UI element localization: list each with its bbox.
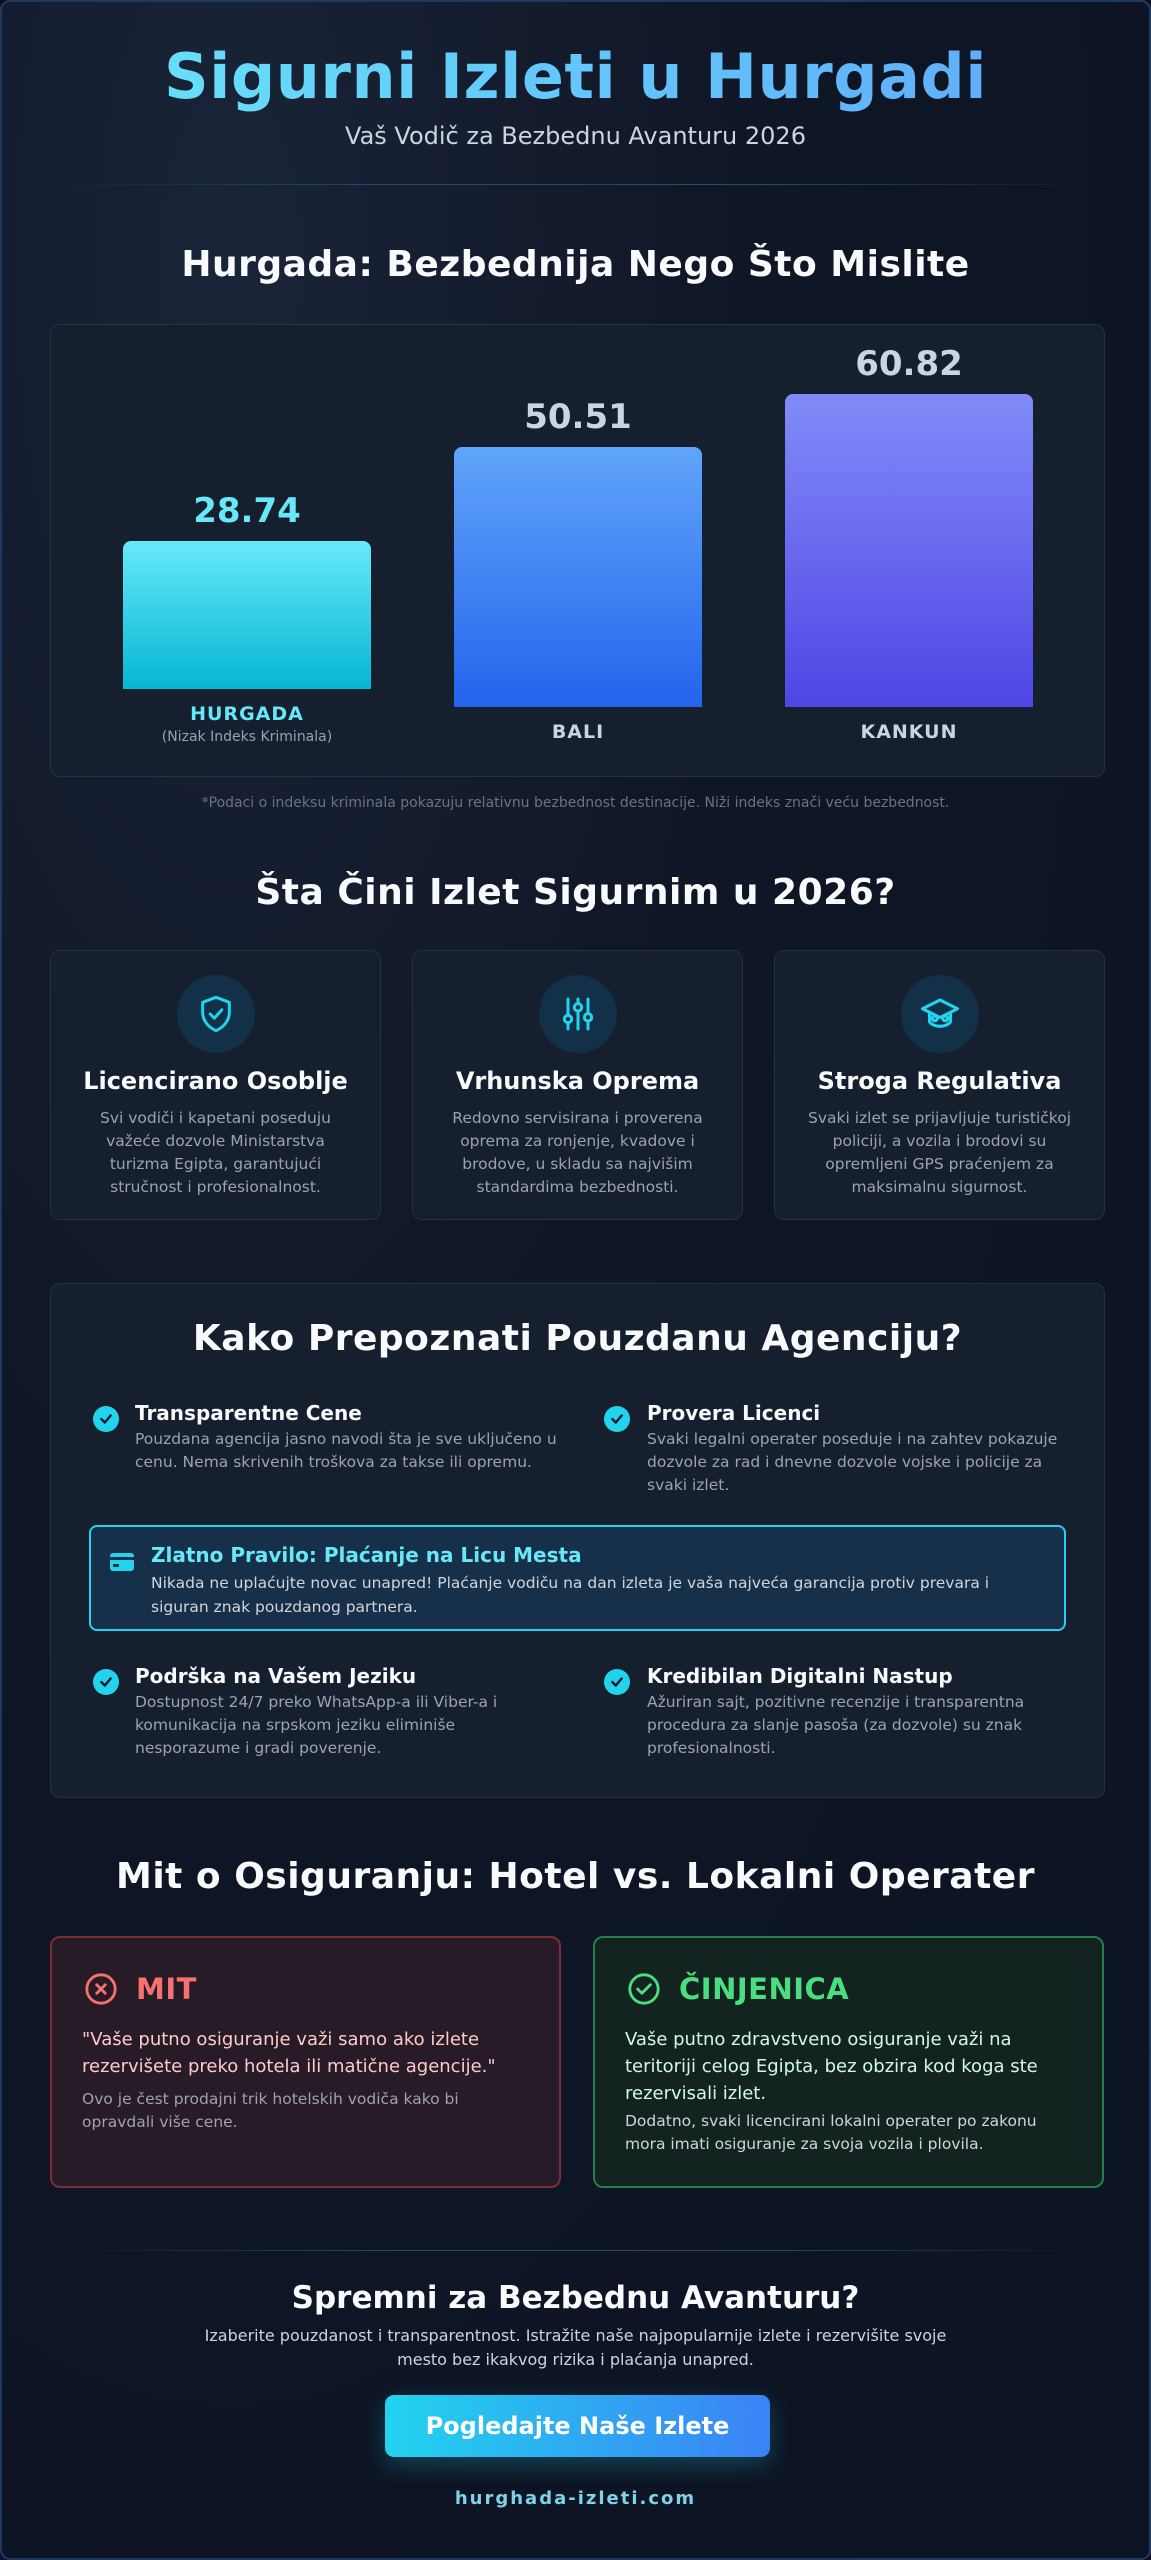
myth-label: MIT bbox=[136, 1972, 197, 2006]
feature-card-equipment bbox=[412, 950, 743, 1220]
agency-item-text: Svaki legalni operater poseduje i na zahtev pokazuje dozvole za rad i dnevne dozvole vojske i policije za svaki izlet. bbox=[647, 1430, 1058, 1494]
golden-rule-box bbox=[89, 1525, 1066, 1631]
agency-item-text: Dostupnost 24/7 preko WhatsApp-a ili Viber-a i komunikacija na srpskom jeziku eliminiše nesporazume i gradi poverenje. bbox=[135, 1693, 498, 1757]
agency-item-title: Kredibilan Digitalni Nastup bbox=[647, 1664, 953, 1688]
feature-title: Stroga Regulativa bbox=[817, 1067, 1062, 1095]
chart-category-label: BALI bbox=[551, 721, 605, 743]
fact-label: ČINJENICA bbox=[679, 1972, 850, 2006]
agency-card bbox=[50, 1283, 1105, 1798]
feature-text: Svaki izlet se prijavljuje turističkoj policiji, a vozila i brodovi su opremljeni GPS praćenjem za maksimalnu sigurnost. bbox=[807, 1109, 1072, 1196]
feature-text: Redovno servisirana i proverena oprema za ronjenje, kvadove i brodove, u skladu sa najvišim standardima bezbednosti. bbox=[452, 1109, 703, 1196]
fact-note: Dodatno, svaki licencirani lokalni operater po zakonu mora imati osiguranje za svoja vozila i plovila. bbox=[625, 2112, 1037, 2153]
divider bbox=[50, 2250, 1101, 2251]
check-icon bbox=[604, 1669, 630, 1695]
x-circle-icon bbox=[84, 1972, 118, 2010]
view-tours-button[interactable]: Pogledajte Naše Izlete bbox=[385, 2395, 770, 2457]
chart-category-label: HURGADA bbox=[190, 703, 304, 725]
chart-bar-bali bbox=[454, 447, 702, 707]
agency-item-title: Transparentne Cene bbox=[135, 1401, 362, 1425]
myth-section-title: Mit o Osiguranju: Hotel vs. Lokalni Operater bbox=[116, 1856, 1035, 1897]
chart-category-note: (Nizak Indeks Kriminala) bbox=[161, 729, 333, 745]
features-section-title: Šta Čini Izlet Sigurnim u 2026? bbox=[255, 872, 896, 913]
chart-bar-hurgada bbox=[123, 541, 371, 689]
check-circle-icon bbox=[627, 1972, 661, 2010]
safety-section-title: Hurgada: Bezbednija Nego Što Mislite bbox=[181, 244, 970, 285]
divider bbox=[50, 184, 1101, 185]
myth-note: Ovo je čest prodajni trik hotelskih vodiča kako bi opravdali više cene. bbox=[82, 2090, 459, 2131]
golden-rule-title: Zlatno Pravilo: Plaćanje na Licu Mesta bbox=[151, 1543, 582, 1567]
agency-item-title: Provera Licenci bbox=[647, 1401, 821, 1425]
myth-card bbox=[50, 1936, 561, 2188]
graduation-cap-icon bbox=[901, 975, 979, 1053]
check-icon bbox=[93, 1406, 119, 1432]
sliders-icon bbox=[539, 975, 617, 1053]
credit-card-icon bbox=[109, 1551, 135, 1577]
agency-item-text: Ažuriran sajt, pozitivne recenzije i transparentna procedura za slanje pasoša (za dozvole) su znak profesionalnosti. bbox=[647, 1693, 1025, 1757]
chart-value-label: 50.51 bbox=[524, 397, 632, 437]
crime-index-chart bbox=[50, 324, 1105, 777]
feature-text: Svi vodiči i kapetani poseduju važeće dozvole Ministarstva turizma Egipta, garantujući stručnost i profesionalnost. bbox=[100, 1109, 331, 1196]
cta-text: Izaberite pouzdanost i transparentnost. Istražite naše najpopularnije izlete i rezervišite svoje mesto bez ikakvog rizika i plaćanja unapred. bbox=[204, 2326, 947, 2369]
fact-card bbox=[593, 1936, 1104, 2188]
shield-check-icon bbox=[177, 975, 255, 1053]
agency-item-title: Podrška na Vašem Jeziku bbox=[135, 1664, 417, 1688]
chart-footnote: *Podaci o indeksu kriminala pokazuju relativnu bezbednost destinacije. Niži indeks znači veću bezbednost. bbox=[201, 795, 950, 811]
feature-card-licensed-staff bbox=[50, 950, 381, 1220]
chart-bar-kankun bbox=[785, 394, 1033, 707]
myth-quote: "Vaše putno osiguranje važi samo ako izlete rezervišete preko hotela ili matične agencije." bbox=[82, 2029, 496, 2077]
agency-item-text: Pouzdana agencija jasno navodi šta je sve uključeno u cenu. Nema skrivenih troškova za takse ili opremu. bbox=[135, 1430, 557, 1471]
check-icon bbox=[93, 1669, 119, 1695]
feature-card-regulation bbox=[774, 950, 1105, 1220]
chart-category-label: KANKUN bbox=[860, 721, 958, 743]
golden-rule-text: Nikada ne uplaćujte novac unapred! Plaćanje vodiču na dan izleta je vaša najveća garancija protiv prevara i siguran znak pouzdanog partnera. bbox=[151, 1574, 990, 1616]
cta-title: Spremni za Bezbednu Avanturu? bbox=[291, 2280, 860, 2316]
fact-quote: Vaše putno zdravstveno osiguranje važi na teritoriji celog Egipta, bez obzira kod koga ste rezervisali izlet. bbox=[625, 2029, 1038, 2104]
footer-domain-link[interactable]: hurghada-izleti.com bbox=[454, 2488, 697, 2509]
check-icon bbox=[604, 1406, 630, 1432]
chart-value-label: 60.82 bbox=[855, 344, 963, 384]
feature-title: Vrhunska Oprema bbox=[455, 1067, 700, 1095]
feature-title: Licencirano Osoblje bbox=[83, 1067, 348, 1095]
chart-value-label: 28.74 bbox=[193, 491, 301, 531]
page-subtitle: Vaš Vodič za Bezbednu Avanturu 2026 bbox=[345, 122, 806, 150]
page-title: Sigurni Izleti u Hurgadi bbox=[2, 40, 1149, 113]
agency-section-title: Kako Prepoznati Pouzdanu Agenciju? bbox=[192, 1318, 963, 1359]
